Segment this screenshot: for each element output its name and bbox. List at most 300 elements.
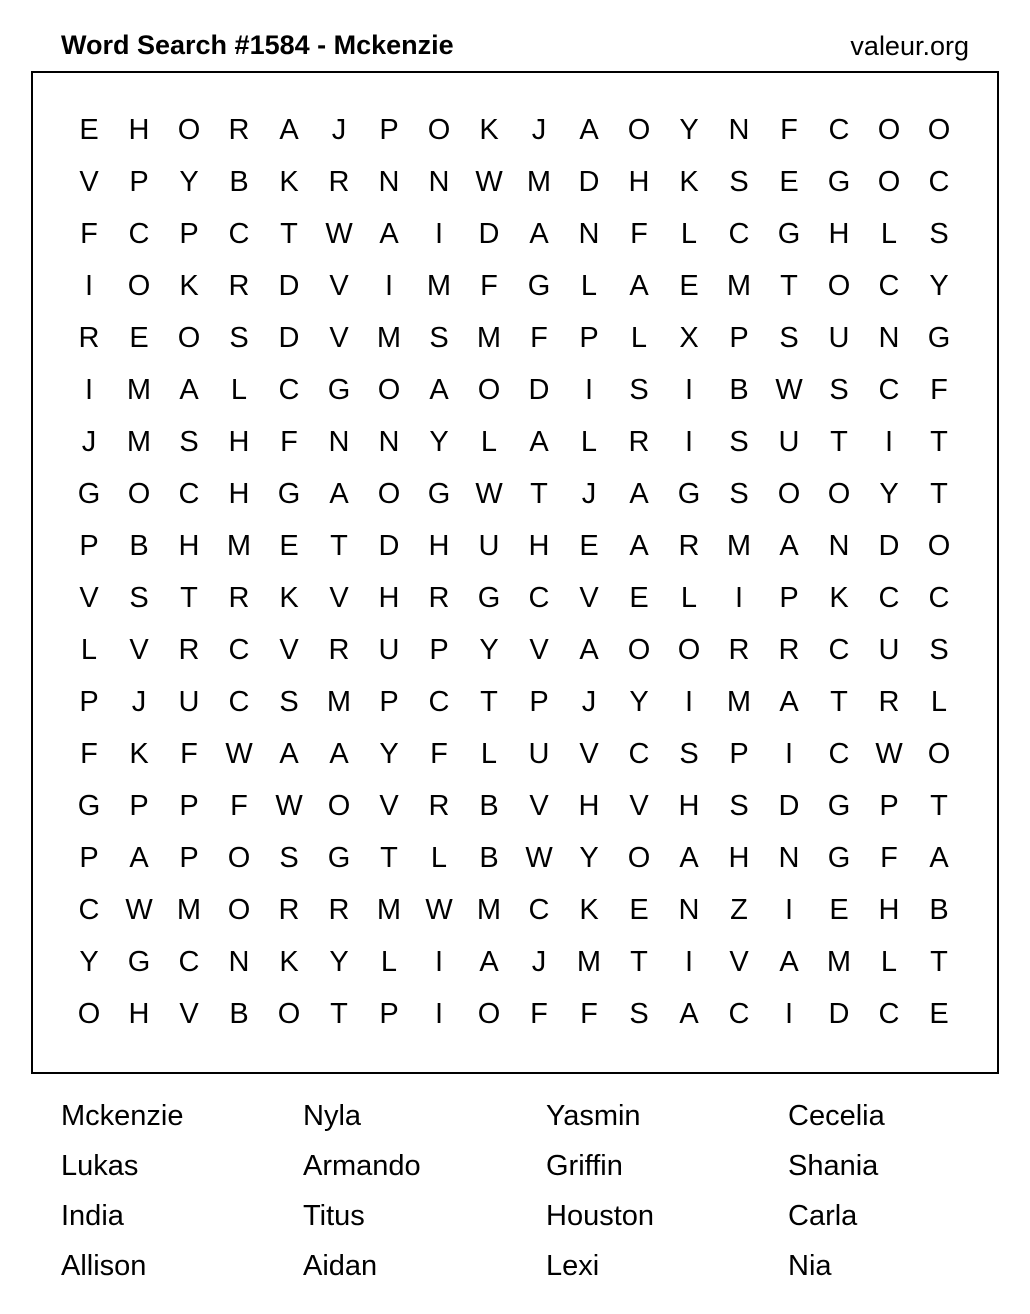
grid-letter: C (928, 582, 950, 614)
grid-letter: M (126, 426, 152, 458)
grid-letter: S (729, 478, 749, 510)
grid-letter: L (930, 686, 948, 718)
grid-letter: P (729, 322, 749, 354)
grid-letter: C (828, 634, 850, 666)
grid-letter: O (377, 478, 401, 510)
grid-letter: C (278, 374, 300, 406)
grid-letter: O (827, 478, 851, 510)
grid-letter: W (875, 738, 903, 770)
grid-letter: M (326, 686, 352, 718)
grid-letter: A (329, 478, 349, 510)
grid-letter: J (581, 478, 597, 510)
grid-letter: P (79, 842, 99, 874)
grid-letter: Y (479, 634, 499, 666)
grid-letter: D (878, 530, 900, 562)
grid-letter: N (328, 426, 350, 458)
grid-row (64, 416, 964, 468)
grid-letter: Y (579, 842, 599, 874)
grid-letter: C (178, 946, 200, 978)
grid-letter: M (176, 894, 202, 926)
grid-letter: P (179, 842, 199, 874)
grid-letter: H (578, 790, 600, 822)
grid-letter: T (480, 686, 498, 718)
grid-letter: L (230, 374, 248, 406)
grid-letter: D (478, 218, 500, 250)
grid-letter: F (430, 738, 448, 770)
grid-letter: O (627, 634, 651, 666)
grid-letter: T (330, 530, 348, 562)
grid-letter: B (729, 374, 749, 406)
grid-letter: C (828, 114, 850, 146)
grid-letter: K (279, 582, 299, 614)
grid-letter: N (678, 894, 700, 926)
grid-letter: H (228, 426, 250, 458)
grid-letter: K (829, 582, 849, 614)
grid-letter: C (228, 218, 250, 250)
grid-row (64, 520, 964, 572)
grid-letter: H (528, 530, 550, 562)
grid-letter: I (884, 426, 894, 458)
grid-letter: I (584, 374, 594, 406)
grid-letter: V (79, 582, 99, 614)
grid-letter: A (629, 270, 649, 302)
grid-row (64, 728, 964, 780)
grid-letter: C (128, 218, 150, 250)
grid-letter: A (629, 478, 649, 510)
grid-letter: A (479, 946, 499, 978)
grid-letter: M (726, 530, 752, 562)
grid-letter: P (379, 686, 399, 718)
grid-letter: B (229, 998, 249, 1030)
grid-letter: M (726, 270, 752, 302)
grid-letter: F (580, 998, 598, 1030)
grid-letter: S (279, 842, 299, 874)
grid-letter: T (530, 478, 548, 510)
grid-letter: L (80, 634, 98, 666)
grid-letter: I (734, 582, 744, 614)
grid-letter: P (429, 634, 449, 666)
grid-letter: M (576, 946, 602, 978)
grid-letter: F (630, 218, 648, 250)
grid-letter: P (179, 218, 199, 250)
grid-letter: Y (79, 946, 99, 978)
grid-letter: D (378, 530, 400, 562)
grid-letter: F (530, 998, 548, 1030)
grid-letter: W (475, 166, 503, 198)
grid-letter: A (529, 218, 549, 250)
word-list-item: Lexi (546, 1250, 600, 1282)
grid-letter: R (878, 686, 900, 718)
grid-letter: N (228, 946, 250, 978)
grid-letter: F (280, 426, 298, 458)
grid-letter: O (227, 894, 251, 926)
grid-row (64, 624, 964, 676)
grid-letter: A (929, 842, 949, 874)
grid-letter: J (331, 114, 347, 146)
grid-letter: K (579, 894, 599, 926)
grid-letter: R (228, 270, 250, 302)
grid-letter: B (479, 790, 499, 822)
grid-letter: U (178, 686, 200, 718)
grid-letter: I (434, 998, 444, 1030)
grid-letter: G (777, 218, 801, 250)
grid-letter: S (129, 582, 149, 614)
grid-letter: C (878, 270, 900, 302)
grid-letter: O (177, 322, 201, 354)
grid-letter: R (628, 426, 650, 458)
grid-letter: H (678, 790, 700, 822)
word-list-item: Titus (303, 1200, 365, 1232)
grid-letter: T (280, 218, 298, 250)
grid-letter: R (328, 634, 350, 666)
grid-letter: K (129, 738, 149, 770)
grid-letter: R (228, 582, 250, 614)
grid-letter: T (380, 842, 398, 874)
word-list-item: Nyla (303, 1100, 362, 1132)
grid-letter: P (379, 998, 399, 1030)
grid-letter: L (580, 270, 598, 302)
grid-letter: E (629, 894, 649, 926)
grid-letter: Y (429, 426, 449, 458)
grid-letter: V (379, 790, 399, 822)
grid-letter: F (930, 374, 948, 406)
grid-letter: C (728, 218, 750, 250)
grid-letter: P (129, 166, 149, 198)
grid-letter: A (779, 686, 799, 718)
grid-row (64, 208, 964, 260)
grid-letter: Y (179, 166, 199, 198)
grid-letter: E (929, 998, 949, 1030)
grid-letter: J (81, 426, 97, 458)
grid-letter: A (679, 998, 699, 1030)
grid-letter: P (379, 114, 399, 146)
grid-letter: P (579, 322, 599, 354)
grid-letter: S (779, 322, 799, 354)
grid-letter: A (529, 426, 549, 458)
grid-letter: A (579, 114, 599, 146)
grid-letter: R (278, 894, 300, 926)
grid-letter: F (180, 738, 198, 770)
grid-letter: W (425, 894, 453, 926)
word-list-item: Allison (61, 1250, 147, 1282)
grid-letter: T (830, 426, 848, 458)
grid-letter: L (680, 582, 698, 614)
grid-letter: F (530, 322, 548, 354)
grid-letter: U (878, 634, 900, 666)
grid-letter: W (525, 842, 553, 874)
grid-letter: H (828, 218, 850, 250)
grid-letter: L (880, 218, 898, 250)
grid-letter: C (878, 998, 900, 1030)
grid-letter: A (179, 374, 199, 406)
grid-letter: R (728, 634, 750, 666)
grid-letter: N (728, 114, 750, 146)
grid-letter: E (829, 894, 849, 926)
grid-letter: O (127, 270, 151, 302)
grid-letter: T (930, 478, 948, 510)
grid-letter: G (77, 478, 101, 510)
word-list (61, 1100, 988, 1300)
grid-letter: E (279, 530, 299, 562)
grid-letter: S (679, 738, 699, 770)
grid-letter: D (578, 166, 600, 198)
grid-row (64, 104, 964, 156)
grid-letter: V (129, 634, 149, 666)
grid-letter: M (426, 270, 452, 302)
grid-row (64, 676, 964, 728)
grid-letter: C (78, 894, 100, 926)
grid-letter: B (479, 842, 499, 874)
grid-letter: I (684, 426, 694, 458)
grid-letter: T (330, 998, 348, 1030)
grid-letter: W (225, 738, 253, 770)
word-list-item: Yasmin (546, 1100, 641, 1132)
grid-letter: H (628, 166, 650, 198)
grid-letter: H (178, 530, 200, 562)
grid-letter: C (878, 582, 900, 614)
grid-row (64, 572, 964, 624)
grid-letter: O (227, 842, 251, 874)
grid-letter: C (878, 374, 900, 406)
grid-letter: F (780, 114, 798, 146)
word-list-item: Nia (788, 1250, 832, 1282)
grid-letter: R (228, 114, 250, 146)
grid-letter: S (229, 322, 249, 354)
grid-letter: N (428, 166, 450, 198)
grid-letter: T (630, 946, 648, 978)
grid-letter: F (80, 218, 98, 250)
grid-letter: L (480, 738, 498, 770)
grid-letter: C (528, 582, 550, 614)
grid-letter: N (828, 530, 850, 562)
grid-letter: P (179, 790, 199, 822)
grid-letter: N (778, 842, 800, 874)
grid-letter: C (928, 166, 950, 198)
grid-letter: I (84, 270, 94, 302)
grid-letter: O (627, 842, 651, 874)
grid-letter: K (479, 114, 499, 146)
grid-letter: W (475, 478, 503, 510)
grid-letter: O (927, 738, 951, 770)
grid-letter: R (428, 582, 450, 614)
grid-letter: P (779, 582, 799, 614)
grid-letter: S (729, 790, 749, 822)
grid-letter: E (79, 114, 99, 146)
puzzle-title: Word Search #1584 - Mckenzie (61, 30, 454, 60)
grid-letter: L (630, 322, 648, 354)
word-list-item: Aidan (303, 1250, 378, 1282)
grid-letter: K (279, 946, 299, 978)
grid-letter: P (79, 686, 99, 718)
grid-letter: M (226, 530, 252, 562)
grid-letter: M (376, 322, 402, 354)
grid-letter: G (677, 478, 701, 510)
grid-letter: S (729, 166, 749, 198)
grid-letter: S (929, 634, 949, 666)
grid-letter: A (579, 634, 599, 666)
grid-letter: F (480, 270, 498, 302)
grid-letter: C (828, 738, 850, 770)
grid-letter: N (378, 426, 400, 458)
grid-letter: H (878, 894, 900, 926)
grid-row (64, 312, 964, 364)
grid-letter: V (329, 582, 349, 614)
grid-letter: A (679, 842, 699, 874)
grid-letter: O (877, 114, 901, 146)
grid-letter: O (927, 530, 951, 562)
word-list-item: India (61, 1200, 124, 1232)
grid-letter: M (476, 894, 502, 926)
grid-letter: V (579, 582, 599, 614)
grid-letter: A (129, 842, 149, 874)
grid-letter: O (677, 634, 701, 666)
grid-letter: O (477, 998, 501, 1030)
grid-letter: J (531, 114, 547, 146)
grid-letter: E (679, 270, 699, 302)
grid-letter: H (428, 530, 450, 562)
grid-letter: I (684, 686, 694, 718)
grid-letter: V (529, 634, 549, 666)
grid-letter: B (129, 530, 149, 562)
grid-row (64, 468, 964, 520)
site-name: valeur.org (850, 31, 969, 61)
grid-letter: T (780, 270, 798, 302)
grid-letter: K (179, 270, 199, 302)
grid-letter: P (529, 686, 549, 718)
grid-letter: U (478, 530, 500, 562)
grid-letter: P (129, 790, 149, 822)
grid-letter: L (680, 218, 698, 250)
grid-letter: Y (329, 946, 349, 978)
grid-letter: H (128, 998, 150, 1030)
grid-letter: V (79, 166, 99, 198)
grid-letter: M (126, 374, 152, 406)
word-list-item: Houston (546, 1200, 655, 1232)
grid-letter: C (728, 998, 750, 1030)
grid-letter: K (679, 166, 699, 198)
grid-letter: I (784, 998, 794, 1030)
grid-letter: T (930, 790, 948, 822)
grid-letter: W (775, 374, 803, 406)
grid-letter: O (377, 374, 401, 406)
grid-letter: N (378, 166, 400, 198)
grid-letter: E (629, 582, 649, 614)
grid-letter: A (779, 946, 799, 978)
grid-letter: V (179, 998, 199, 1030)
grid-row (64, 832, 964, 884)
grid-letter: I (684, 946, 694, 978)
grid-letter: M (526, 166, 552, 198)
grid-letter: H (128, 114, 150, 146)
grid-letter: B (929, 894, 949, 926)
grid-letter: C (228, 686, 250, 718)
grid-letter: U (828, 322, 850, 354)
grid-row (64, 260, 964, 312)
grid-letter: V (329, 322, 349, 354)
grid-letter: O (277, 998, 301, 1030)
grid-letter: G (327, 374, 351, 406)
grid-letter: S (629, 374, 649, 406)
grid-letter: L (480, 426, 498, 458)
grid-letter: G (827, 166, 851, 198)
grid-letter: O (877, 166, 901, 198)
word-list-item: Cecelia (788, 1100, 885, 1132)
grid-letter: G (827, 842, 851, 874)
grid-letter: S (429, 322, 449, 354)
grid-letter: S (729, 426, 749, 458)
grid-letter: S (929, 218, 949, 250)
grid-letter: A (379, 218, 399, 250)
grid-letter: C (428, 686, 450, 718)
grid-letter: G (527, 270, 551, 302)
grid-letter: R (678, 530, 700, 562)
grid-letter: M (476, 322, 502, 354)
grid-letter: L (580, 426, 598, 458)
grid-letter: P (879, 790, 899, 822)
grid-letter: V (729, 946, 749, 978)
grid-letter: H (378, 582, 400, 614)
grid-letter: V (529, 790, 549, 822)
grid-letter: I (684, 374, 694, 406)
grid-letter: G (927, 322, 951, 354)
grid-letter: W (325, 218, 353, 250)
grid-letter: I (84, 374, 94, 406)
grid-letter: O (927, 114, 951, 146)
grid-letter: G (477, 582, 501, 614)
grid-letter: Y (379, 738, 399, 770)
grid-letter: R (328, 166, 350, 198)
grid-letter: A (429, 374, 449, 406)
word-list-item: Carla (788, 1200, 858, 1232)
grid-letter: Y (929, 270, 949, 302)
word-list-item: Griffin (546, 1150, 623, 1182)
grid-letter: L (430, 842, 448, 874)
grid-letter: X (679, 322, 699, 354)
grid-letter: C (178, 478, 200, 510)
grid-letter: J (531, 946, 547, 978)
grid-letter: Y (629, 686, 649, 718)
grid-letter: L (880, 946, 898, 978)
grid-letter: J (581, 686, 597, 718)
grid-letter: T (930, 946, 948, 978)
grid-letter: N (578, 218, 600, 250)
grid-letter: D (828, 998, 850, 1030)
grid-letter: J (131, 686, 147, 718)
grid-letter: O (627, 114, 651, 146)
grid-letter: D (528, 374, 550, 406)
grid-letter: S (179, 426, 199, 458)
grid-letter: A (279, 114, 299, 146)
grid-letter: D (278, 270, 300, 302)
grid-letter: B (229, 166, 249, 198)
grid-letter: R (178, 634, 200, 666)
grid-row (64, 884, 964, 936)
grid-letter: I (784, 738, 794, 770)
grid-letter: T (930, 426, 948, 458)
grid-letter: U (378, 634, 400, 666)
grid-letter: F (80, 738, 98, 770)
grid-letter: E (779, 166, 799, 198)
grid-letter: E (579, 530, 599, 562)
grid-letter: V (579, 738, 599, 770)
grid-letter: S (829, 374, 849, 406)
grid-letter: M (376, 894, 402, 926)
grid-letter: C (628, 738, 650, 770)
grid-letter: A (779, 530, 799, 562)
grid-letter: P (729, 738, 749, 770)
grid-row (64, 364, 964, 416)
grid-letter: D (278, 322, 300, 354)
